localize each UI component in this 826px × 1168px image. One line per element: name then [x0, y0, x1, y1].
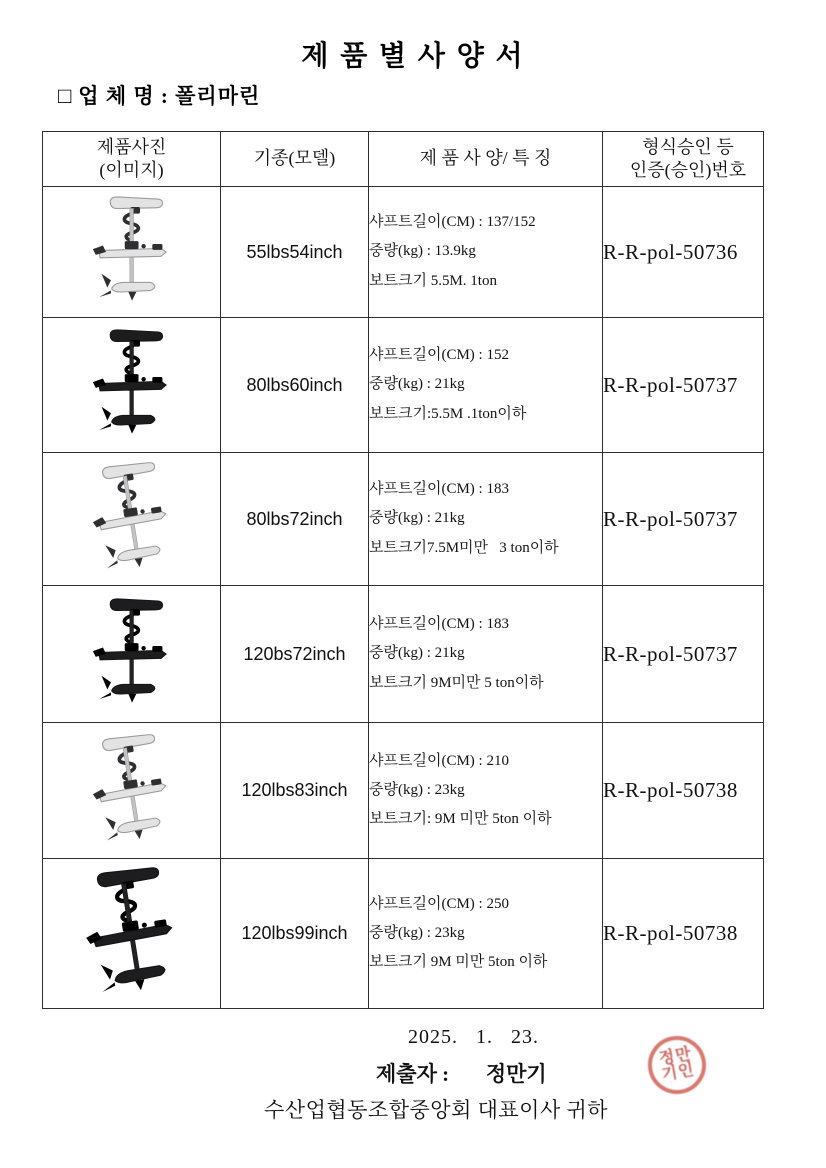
spec-boat-size: 보트크기7.5M미만 3 ton이하	[369, 539, 559, 556]
model-cell	[221, 586, 369, 723]
spec-cell	[369, 187, 603, 318]
cert-cell	[603, 453, 764, 586]
cert-cell	[603, 318, 764, 453]
model-cell	[221, 723, 369, 859]
spec-boat-size: 보트크기 9M미만 5 ton이하	[369, 674, 544, 691]
cert-number: R-R-pol-50738	[603, 778, 738, 802]
spec-weight: 중량(kg) : 21kg	[369, 376, 465, 393]
header-spec: 제 품 사 양/ 특 징	[369, 132, 603, 187]
table-row	[43, 187, 764, 318]
page-title: 제 품 별 사 양 서	[301, 40, 525, 71]
table-row	[43, 318, 764, 453]
model-label: 120bs72inch	[243, 643, 346, 664]
cert-number: R-R-pol-50736	[603, 239, 738, 264]
stamp-text-top: 정만	[657, 1045, 694, 1068]
cert-cell	[603, 586, 764, 723]
table-row	[43, 723, 764, 859]
product-photo-cell	[43, 723, 221, 859]
spec-weight: 중량(kg) : 23kg	[369, 924, 465, 941]
spec-shaft-length: 샤프트길이(CM) : 183	[369, 481, 509, 498]
model-label: 80lbs60inch	[246, 374, 343, 395]
cert-number: R-R-pol-50738	[603, 921, 738, 945]
model-label: 55lbs54inch	[246, 241, 343, 262]
spec-weight: 중량(kg) : 21kg	[369, 510, 465, 527]
spec-boat-size: 보트크기:5.5M .1ton이하	[369, 405, 527, 422]
trolling-motor-image	[47, 855, 216, 1013]
product-photo-cell	[43, 318, 221, 453]
spec-cell	[369, 453, 603, 586]
table-row	[43, 453, 764, 586]
table-row	[43, 586, 764, 723]
model-label: 80lbs72inch	[246, 508, 343, 529]
table-row	[43, 859, 764, 1009]
submission-date: 2025. 1. 23.	[408, 1026, 539, 1048]
spec-cell	[369, 586, 603, 723]
spec-shaft-length: 샤프트길이(CM) : 152	[369, 347, 509, 364]
cert-number: R-R-pol-50737	[603, 372, 738, 397]
company-name-line	[58, 80, 260, 110]
product-spec-table	[42, 131, 764, 1009]
spec-shaft-length: 샤프트길이(CM) : 210	[369, 752, 509, 769]
table-header-row	[43, 132, 764, 187]
trolling-motor-image	[57, 327, 207, 443]
spec-weight: 중량(kg) : 13.9kg	[369, 243, 476, 260]
spec-cell	[369, 723, 603, 859]
spec-boat-size: 보트크기 9M 미만 5ton 이하	[369, 954, 548, 971]
red-seal-stamp	[643, 1031, 710, 1098]
model-cell	[221, 859, 369, 1009]
spec-cell	[369, 318, 603, 453]
spec-weight: 중량(kg) : 23kg	[369, 781, 465, 798]
model-label: 120lbs99inch	[241, 923, 348, 943]
spec-shaft-length: 샤프트길이(CM) : 137/152	[369, 214, 536, 231]
recipient-line: 수산업협동조합중앙회 대표이사 귀하	[264, 1098, 609, 1122]
product-photo-cell	[43, 453, 221, 586]
model-cell	[221, 187, 369, 318]
header-cert-number: 형식승인 등 인증(승인)번호	[603, 132, 764, 187]
spec-boat-size: 보트크기: 9M 미만 5ton 이하	[369, 811, 552, 828]
cert-number: R-R-pol-50737	[603, 506, 738, 531]
trolling-motor-image	[48, 721, 214, 859]
trolling-motor-image	[57, 596, 207, 712]
header-model: 기종(모델)	[221, 132, 369, 187]
spec-boat-size: 보트크기 5.5M. 1ton	[369, 272, 497, 289]
trolling-motor-image	[48, 450, 214, 588]
model-label: 120lbs83inch	[241, 780, 348, 800]
cert-cell	[603, 859, 764, 1009]
stamp-text-bottom: 기인	[660, 1061, 696, 1084]
model-cell	[221, 453, 369, 586]
header-product-photo: 제품사진 (이미지)	[43, 132, 221, 187]
signature-block	[0, 1024, 826, 1144]
product-photo-cell	[43, 187, 221, 318]
product-photo-cell	[43, 586, 221, 723]
cert-number: R-R-pol-50737	[603, 641, 738, 666]
spec-shaft-length: 샤프트길이(CM) : 183	[369, 616, 509, 633]
checkbox-icon: □	[58, 83, 73, 108]
company-name-label: 업 체 명 : 폴리마린	[78, 84, 261, 108]
model-cell	[221, 318, 369, 453]
spec-weight: 중량(kg) : 21kg	[369, 645, 465, 662]
spec-shaft-length: 샤프트길이(CM) : 250	[369, 895, 509, 912]
cert-cell	[603, 187, 764, 318]
spec-cell	[369, 859, 603, 1009]
submitter-line: 제출자 : 정만기	[376, 1062, 547, 1086]
product-photo-cell	[43, 859, 221, 1009]
trolling-motor-image	[57, 194, 207, 310]
cert-cell	[603, 723, 764, 859]
